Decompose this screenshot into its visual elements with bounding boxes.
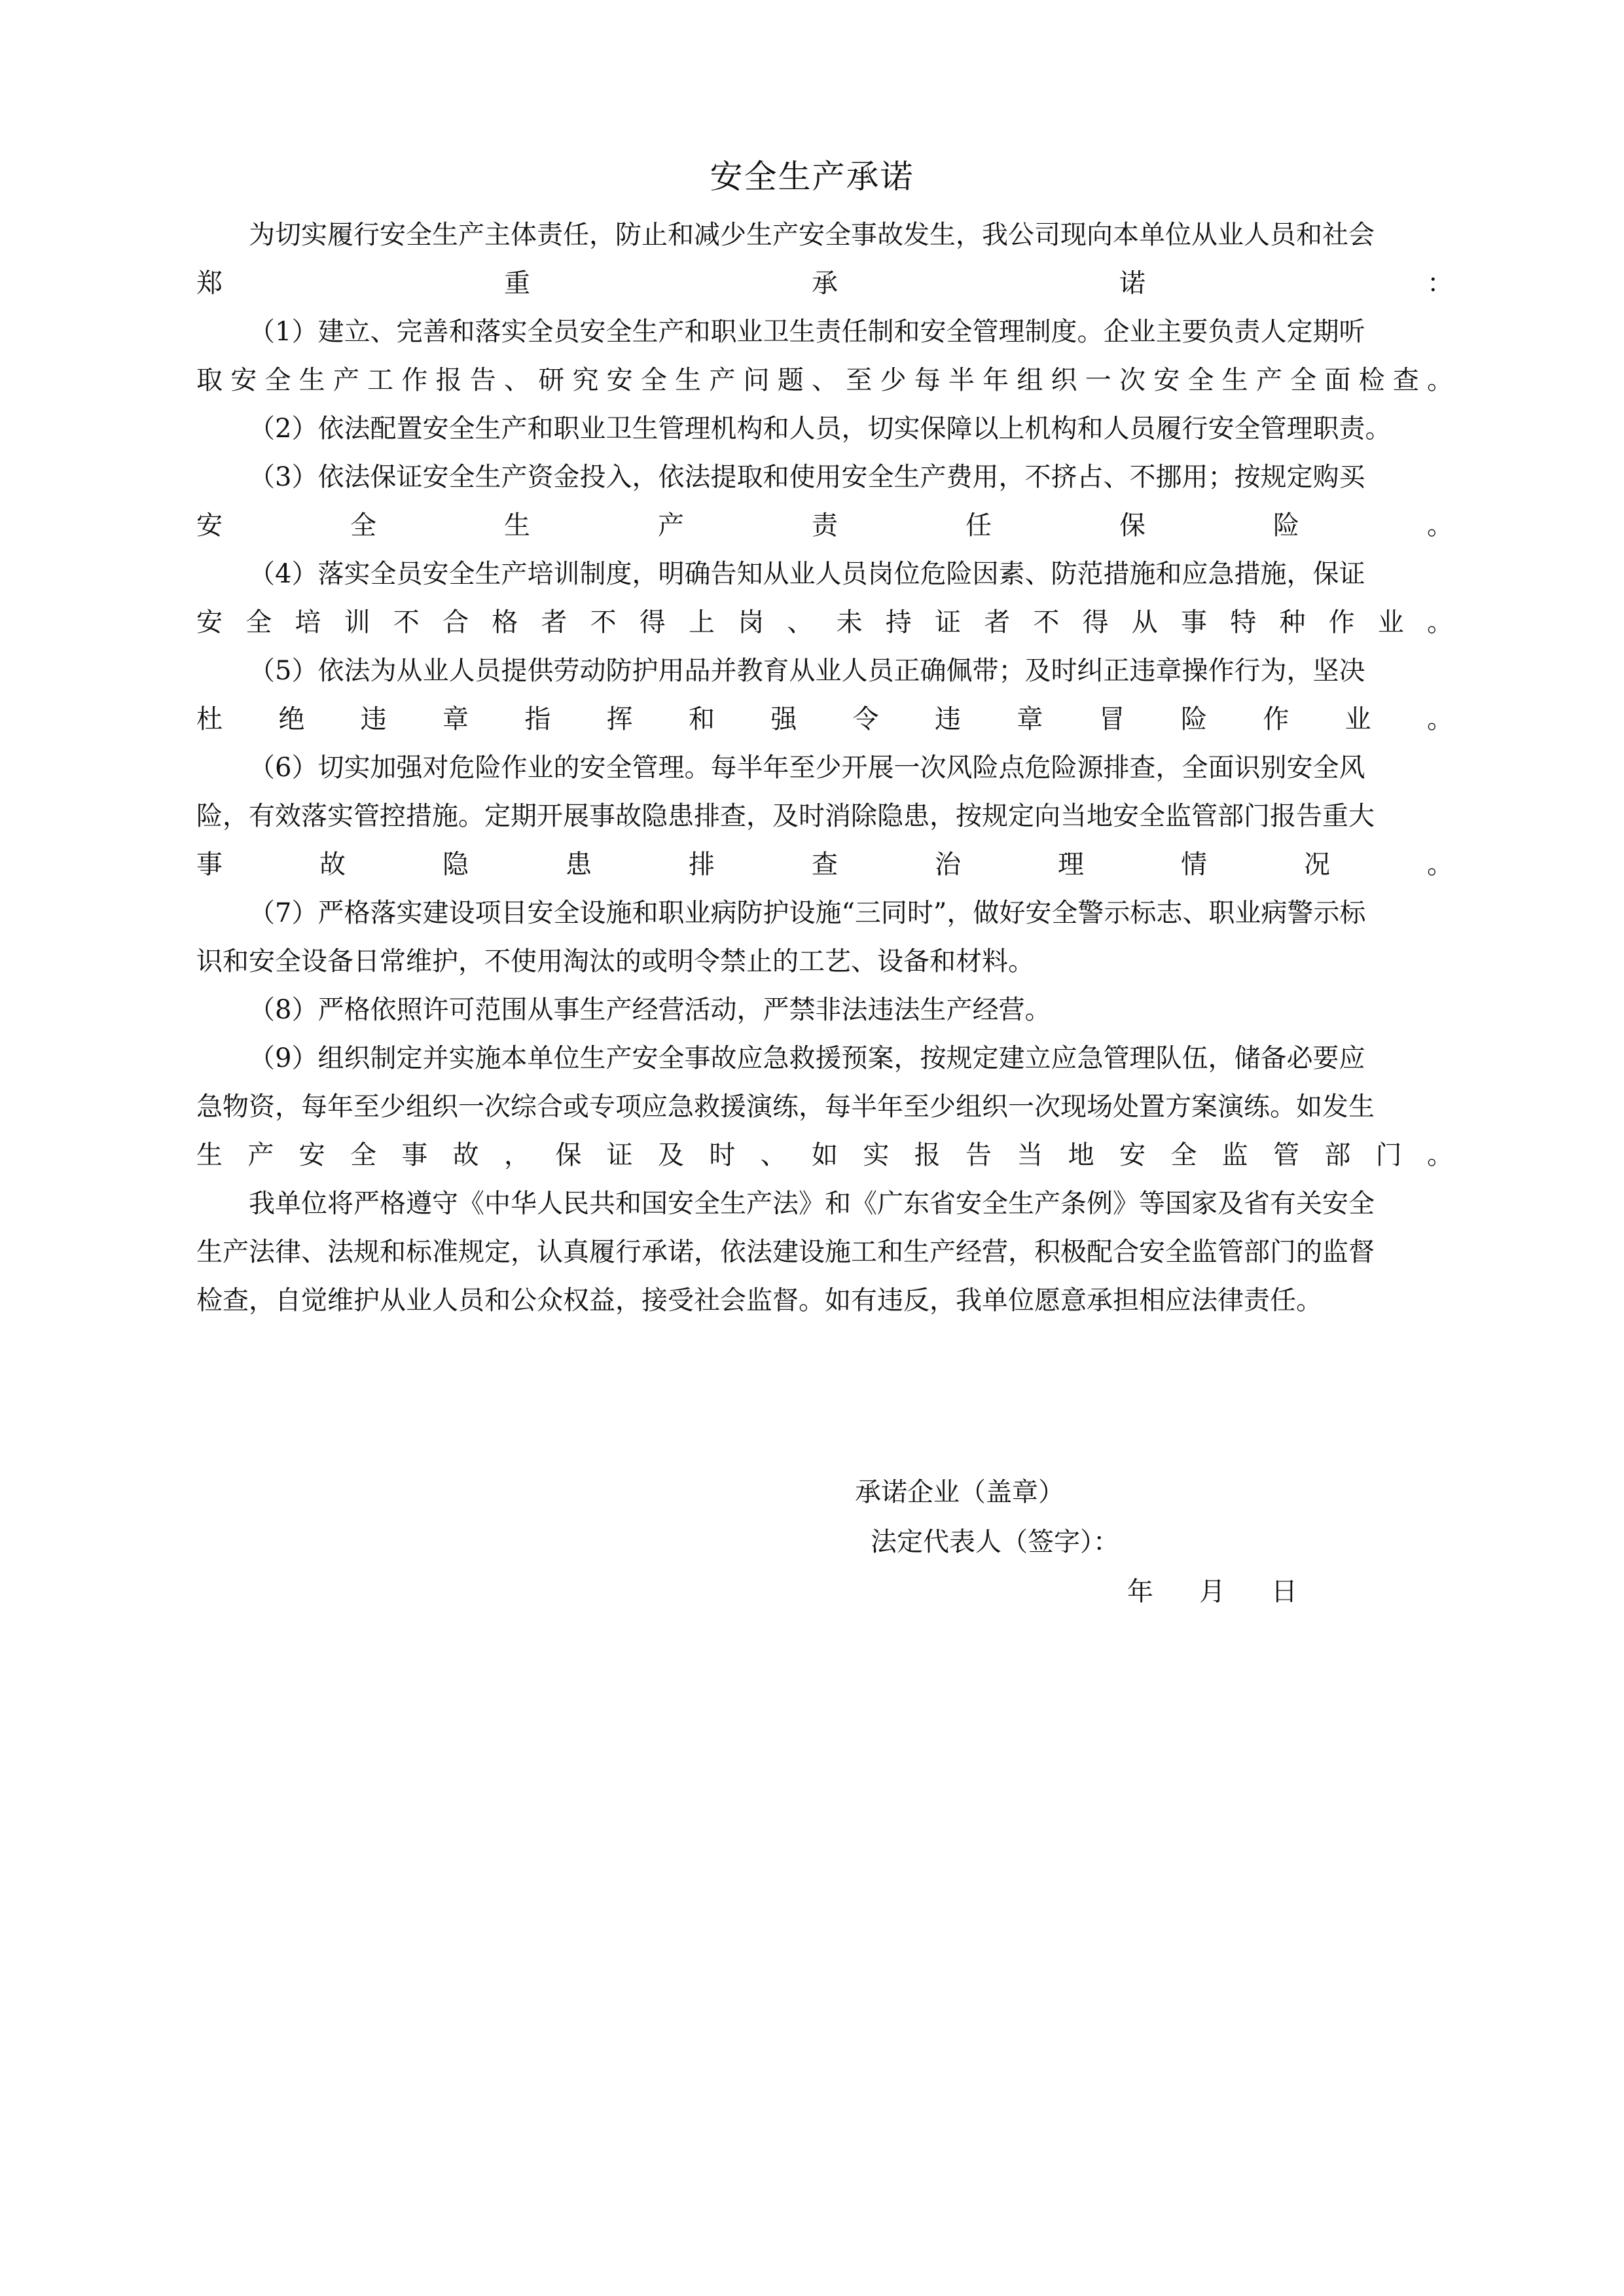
paragraph-line: （9）组织制定并实施本单位生产安全事故应急救援预案，按规定建立应急管理队伍，储备必要应 — [249, 1043, 1365, 1073]
paragraph-line: 生产安全事故，保证及时、如实报告当地安全监管部门。 — [196, 1140, 1453, 1170]
paragraph-line: （2）依法配置安全生产和职业卫生管理机构和人员，切实保障以上机构和人员履行安全管理职责。 — [249, 414, 1392, 444]
paragraph-line: （4）落实全员安全生产培训制度，明确告知从业人员岗位危险因素、防范措施和应急措施，保证 — [249, 559, 1365, 589]
paragraph-line: 识和安全设备日常维护，不使用淘汰的或明令禁止的工艺、设备和材料。 — [196, 946, 1034, 977]
paragraph-line: （5）依法为从业人员提供劳动防护用品并教育从业人员正确佩带；及时纠正违章操作行为，坚决 — [249, 656, 1365, 686]
date-day: 日 — [1271, 1577, 1297, 1607]
paragraph-line: 事故隐患排查治理情况。 — [196, 850, 1453, 880]
paragraph-line: 急物资，每年至少组织一次综合或专项应急救援演练，每半年至少组织一次现场处置方案演练。如发生 — [196, 1092, 1375, 1122]
paragraph-line: 取安全生产工作报告、研究安全生产问题、至少每半年组织一次安全生产全面检查。 — [196, 365, 1453, 395]
signature-representative: 法定代表人（签字）： — [871, 1527, 1119, 1557]
date-year: 年 — [1127, 1577, 1153, 1607]
paragraph-line: 险，有效落实管控措施。定期开展事故隐患排查，及时消除隐患，按规定向当地安全监管部门报告重大 — [196, 801, 1375, 831]
paragraph-line: 安全生产责任保险。 — [196, 511, 1453, 541]
paragraph-line: 杜绝违章指挥和强令违章冒险作业。 — [196, 704, 1453, 734]
paragraph-line: （8）严格依照许可范围从事生产经营活动，严禁非法违法生产经营。 — [249, 995, 1051, 1025]
document-body — [196, 211, 1453, 1325]
paragraph-line: 检查，自觉维护从业人员和公众权益，接受社会监督。如有违反，我单位愿意承担相应法律责任。 — [196, 1285, 1322, 1316]
signature-company: 承诺企业（盖章） — [855, 1477, 1064, 1507]
paragraph-line: 我单位将严格遵守《中华人民共和国安全生产法》和《广东省安全生产条例》等国家及省有关安全 — [249, 1189, 1375, 1219]
paragraph-line: （6）切实加强对危险作业的安全管理。每半年至少开展一次风险点危险源排查，全面识别安全风 — [249, 753, 1365, 783]
document-title: 安全生产承诺 — [710, 158, 914, 196]
paragraph-line: 郑重承诺： — [196, 268, 1453, 298]
paragraph-line: 生产法律、法规和标准规定，认真履行承诺，依法建设施工和生产经营，积极配合安全监管部门的监督 — [196, 1237, 1375, 1267]
signature-date — [1127, 1573, 1297, 1610]
paragraph-line: （7）严格落实建设项目安全设施和职业病防护设施“三同时”，做好安全警示标志、职业病警示标 — [249, 898, 1366, 928]
date-month: 月 — [1199, 1577, 1225, 1607]
paragraph-line: （3）依法保证安全生产资金投入，依法提取和使用安全生产费用，不挤占、不挪用；按规定购买 — [249, 462, 1365, 492]
paragraph-line: 为切实履行安全生产主体责任，防止和减少生产安全事故发生，我公司现向本单位从业人员和社会 — [249, 220, 1375, 250]
paragraph-line: 安全培训不合格者不得上岗、未持证者不得从事特种作业。 — [196, 607, 1453, 637]
paragraph-line: （1）建立、完善和落实全员安全生产和职业卫生责任制和安全管理制度。企业主要负责人定期听 — [249, 317, 1365, 347]
